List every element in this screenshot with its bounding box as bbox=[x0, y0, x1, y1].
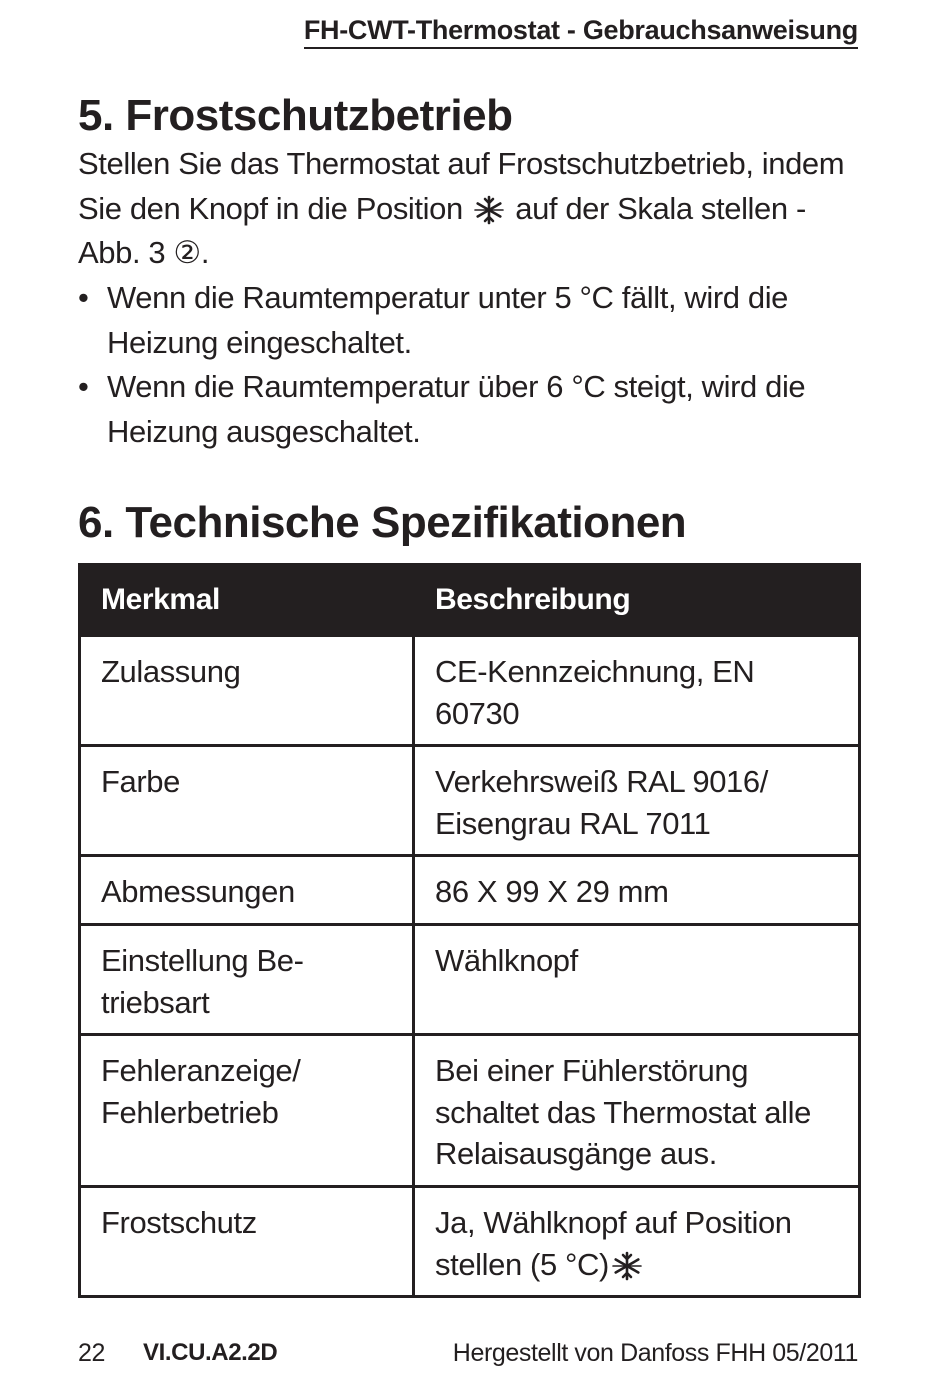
table-cell-description bbox=[414, 1187, 860, 1297]
table-cell-description: Wählknopf bbox=[414, 925, 860, 1035]
list-item-text: Wenn die Raumtemperatur über 6 °C steigt, wird die Heizung ausgeschaltet. bbox=[107, 369, 806, 449]
table-cell-feature: Einstellung Be-triebsart bbox=[80, 925, 414, 1035]
specifications-table bbox=[78, 563, 861, 1298]
table-row bbox=[80, 925, 860, 1035]
table-row bbox=[80, 856, 860, 925]
section-5-intro bbox=[78, 142, 858, 276]
page-number: 22 bbox=[78, 1339, 106, 1367]
column-header-feature: Merkmal bbox=[80, 565, 414, 636]
table-cell-feature: Fehleranzeige/ Fehlerbetrieb bbox=[80, 1035, 414, 1187]
table-cell-feature: Abmessungen bbox=[80, 856, 414, 925]
intro-text-part2: auf der Skala stellen - Abb. 3 ②. bbox=[78, 190, 806, 270]
table-cell-description: CE-Kennzeichnung, EN 60730 bbox=[414, 636, 860, 746]
section-6-heading: 6. Technische Spezifikationen bbox=[78, 498, 687, 547]
table-cell-feature: Frostschutz bbox=[80, 1187, 414, 1297]
table-cell-feature: Zulassung bbox=[80, 636, 414, 746]
table-cell-description: 86 X 99 X 29 mm bbox=[414, 856, 860, 925]
manufacturer-note: Hergestellt von Danfoss FHH 05/2011 bbox=[452, 1339, 858, 1367]
frost-mode-bullet-list bbox=[78, 276, 858, 454]
running-header: FH-CWT-Thermostat - Gebrauchsanweisung bbox=[304, 14, 858, 49]
table-cell-description: Bei einer Fühlerstörung schaltet das Thermostat alle Relaisausgänge aus. bbox=[414, 1035, 860, 1187]
table-cell-feature: Farbe bbox=[80, 746, 414, 856]
table-header-row bbox=[80, 565, 860, 636]
snowflake-icon bbox=[474, 195, 504, 225]
section-5-heading: 5. Frostschutzbetrieb bbox=[78, 91, 513, 140]
intro-text-part1: Stellen Sie das Thermostat auf Frostschutzbetrieb, indem Sie den Knopf in die Position bbox=[78, 146, 845, 226]
list-item bbox=[78, 365, 858, 454]
table-row bbox=[80, 1035, 860, 1187]
table-cell-description: Verkehrsweiß RAL 9016/ Eisengrau RAL 7011 bbox=[414, 746, 860, 856]
document-code: VI.CU.A2.2D bbox=[143, 1339, 278, 1366]
table-row bbox=[80, 746, 860, 856]
list-item-text: Wenn die Raumtemperatur unter 5 °C fällt, wird die Heizung eingeschaltet. bbox=[107, 280, 789, 360]
snowflake-icon bbox=[612, 1251, 642, 1281]
bullet-dot: • bbox=[78, 280, 89, 315]
bullet-dot: • bbox=[78, 369, 89, 404]
frost-protection-text: Ja, Wählknopf auf Position stellen (5 °C) bbox=[435, 1205, 792, 1282]
table-row bbox=[80, 636, 860, 746]
column-header-description: Beschreibung bbox=[414, 565, 860, 636]
table-row bbox=[80, 1187, 860, 1297]
list-item bbox=[78, 276, 858, 365]
